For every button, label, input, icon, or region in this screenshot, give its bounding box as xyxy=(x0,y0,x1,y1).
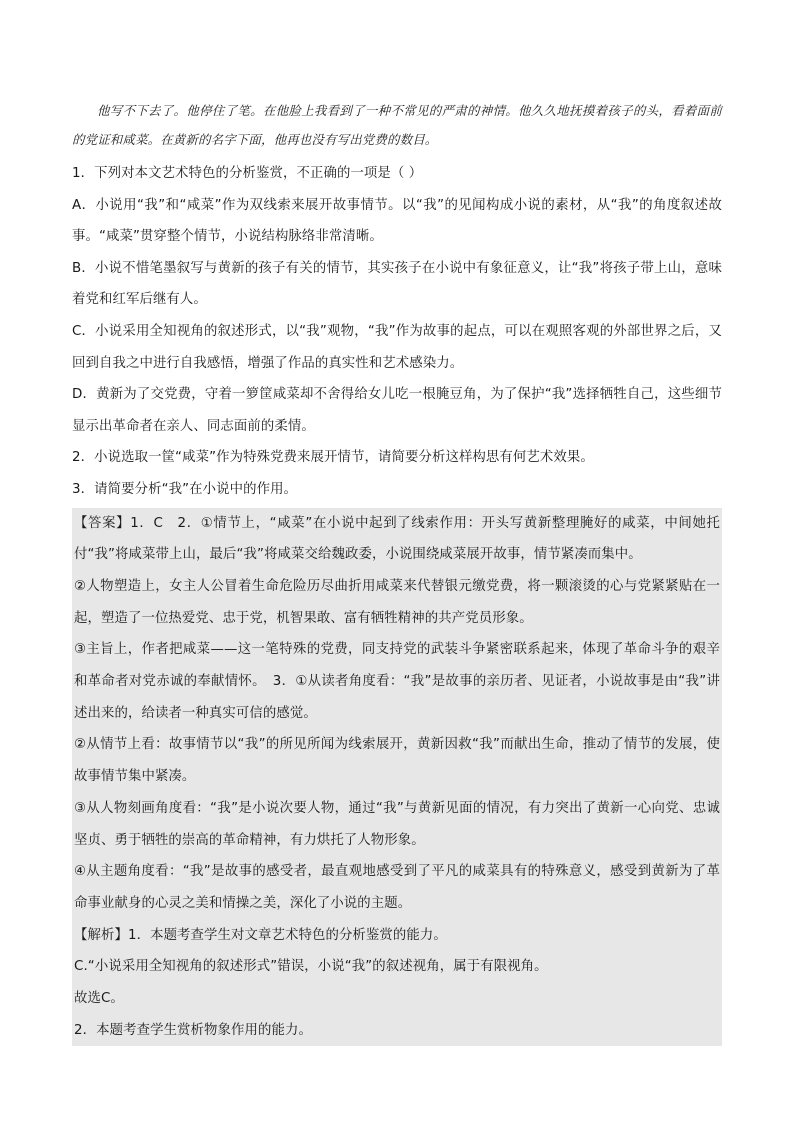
question-1-option-a: A．小说用“我”和“咸菜”作为双线索来展开故事情节。以“我”的见闻构成小说的素材，从“我”的角度叙述故事。“咸菜”贯穿整个情节，小说结构脉络非常清晰。 xyxy=(72,197,722,245)
answer-paragraph-5: ③从人物刻画角度看：“我”是小说次要人物，通过“我”与黄新见面的情况，有力突出了黄新一心向党、忠诚坚贞、勇于牺牲的崇高的革命精神，有力烘托了人物形象。 xyxy=(74,800,720,848)
question-1-option-c: C．小说采用全知视角的叙述形式，以“我”观物，“我”作为故事的起点，可以在观照客观的外部世界之后，又回到自我之中进行自我感悟，增强了作品的真实性和艺术感染力。 xyxy=(72,323,722,371)
answer-paragraph-1: 【答案】1．C 2．①情节上，“咸菜”在小说中起到了线索作用：开头写黄新整理腌好的咸菜，中间她托付“我”将咸菜带上山，最后“我”将咸菜交给魏政委，小说围绕咸菜展开故事，情节紧凑而集中。 xyxy=(74,515,720,563)
question-1-option-b: B．小说不惜笔墨叙写与黄新的孩子有关的情节，其实孩子在小说中有象征意义，让“我”将孩子带上山，意味着党和红军后继有人。 xyxy=(72,260,722,308)
question-3: 3．请简要分析“我”在小说中的作用。 xyxy=(72,481,298,497)
question-2: 2．小说选取一筐“咸菜”作为特殊党费来展开情节，请简要分析这样构思有何艺术效果。 xyxy=(72,450,594,466)
answer-paragraph-6: ④从主题角度看：“我”是故事的感受者，最直观地感受到了平凡的咸菜具有的特殊意义，感受到黄新为了革命事业献身的心灵之美和情操之美，深化了小说的主题。 xyxy=(74,864,720,911)
explanation-paragraph-4: 2．本题考查学生赏析物象作用的能力。 xyxy=(74,1022,312,1038)
answer-paragraph-3: ③主旨上，作者把咸菜——这一笔特殊的党费，同支持党的武装斗争紧密联系起来，体现了革命斗争的艰辛和革命者对党赤诚的奉献情怀。 3．①从读者角度看：“我”是故事的亲历者、见证者，小说故事是由“我”讲述出来的，给读者一种真实可信的感觉。 xyxy=(74,642,720,721)
document-page xyxy=(72,96,722,1046)
explanation-paragraph-2: C.“小说采用全知视角的叙述形式”错误，小说“我”的叙述视角，属于有限视角。 xyxy=(74,959,548,975)
answer-paragraph-2: ②人物塑造上，女主人公冒着生命危险历尽曲折用咸菜来代替银元缴党费，将一颗滚烫的心与党紧紧贴在一起，塑造了一位热爱党、忠于党，机智果敢、富有牺牲精神的共产党员形象。 xyxy=(74,578,720,626)
answer-paragraph-4: ②从情节上看：故事情节以“我”的所见所闻为线索展开，黄新因救“我”而献出生命，推动了情节的发展，使故事情节集中紧凑。 xyxy=(74,737,720,785)
answer-section xyxy=(72,508,722,1047)
question-1-stem: 1．下列对本文艺术特色的分析鉴赏，不正确的一项是（ ） xyxy=(72,166,423,181)
explanation-paragraph-3: 故选C。 xyxy=(74,991,124,1007)
story-excerpt: 他写不下去了。他停住了笔。在他脸上我看到了一种不常见的严肃的神情。他久久地抚摸着孩子的头，看着面前的党证和咸菜。在黄新的名字下面，他再也没有写出党费的数目。 xyxy=(72,103,722,147)
explanation-paragraph-1: 【解析】1．本题考查学生对文章艺术特色的分析鉴赏的能力。 xyxy=(74,927,447,943)
question-1-option-d: D．黄新为了交党费，守着一箩筐咸菜却不舍得给女儿吃一根腌豆角，为了保护“我”选择牺牲自己，这些细节显示出革命者在亲人、同志面前的柔情。 xyxy=(72,387,722,434)
